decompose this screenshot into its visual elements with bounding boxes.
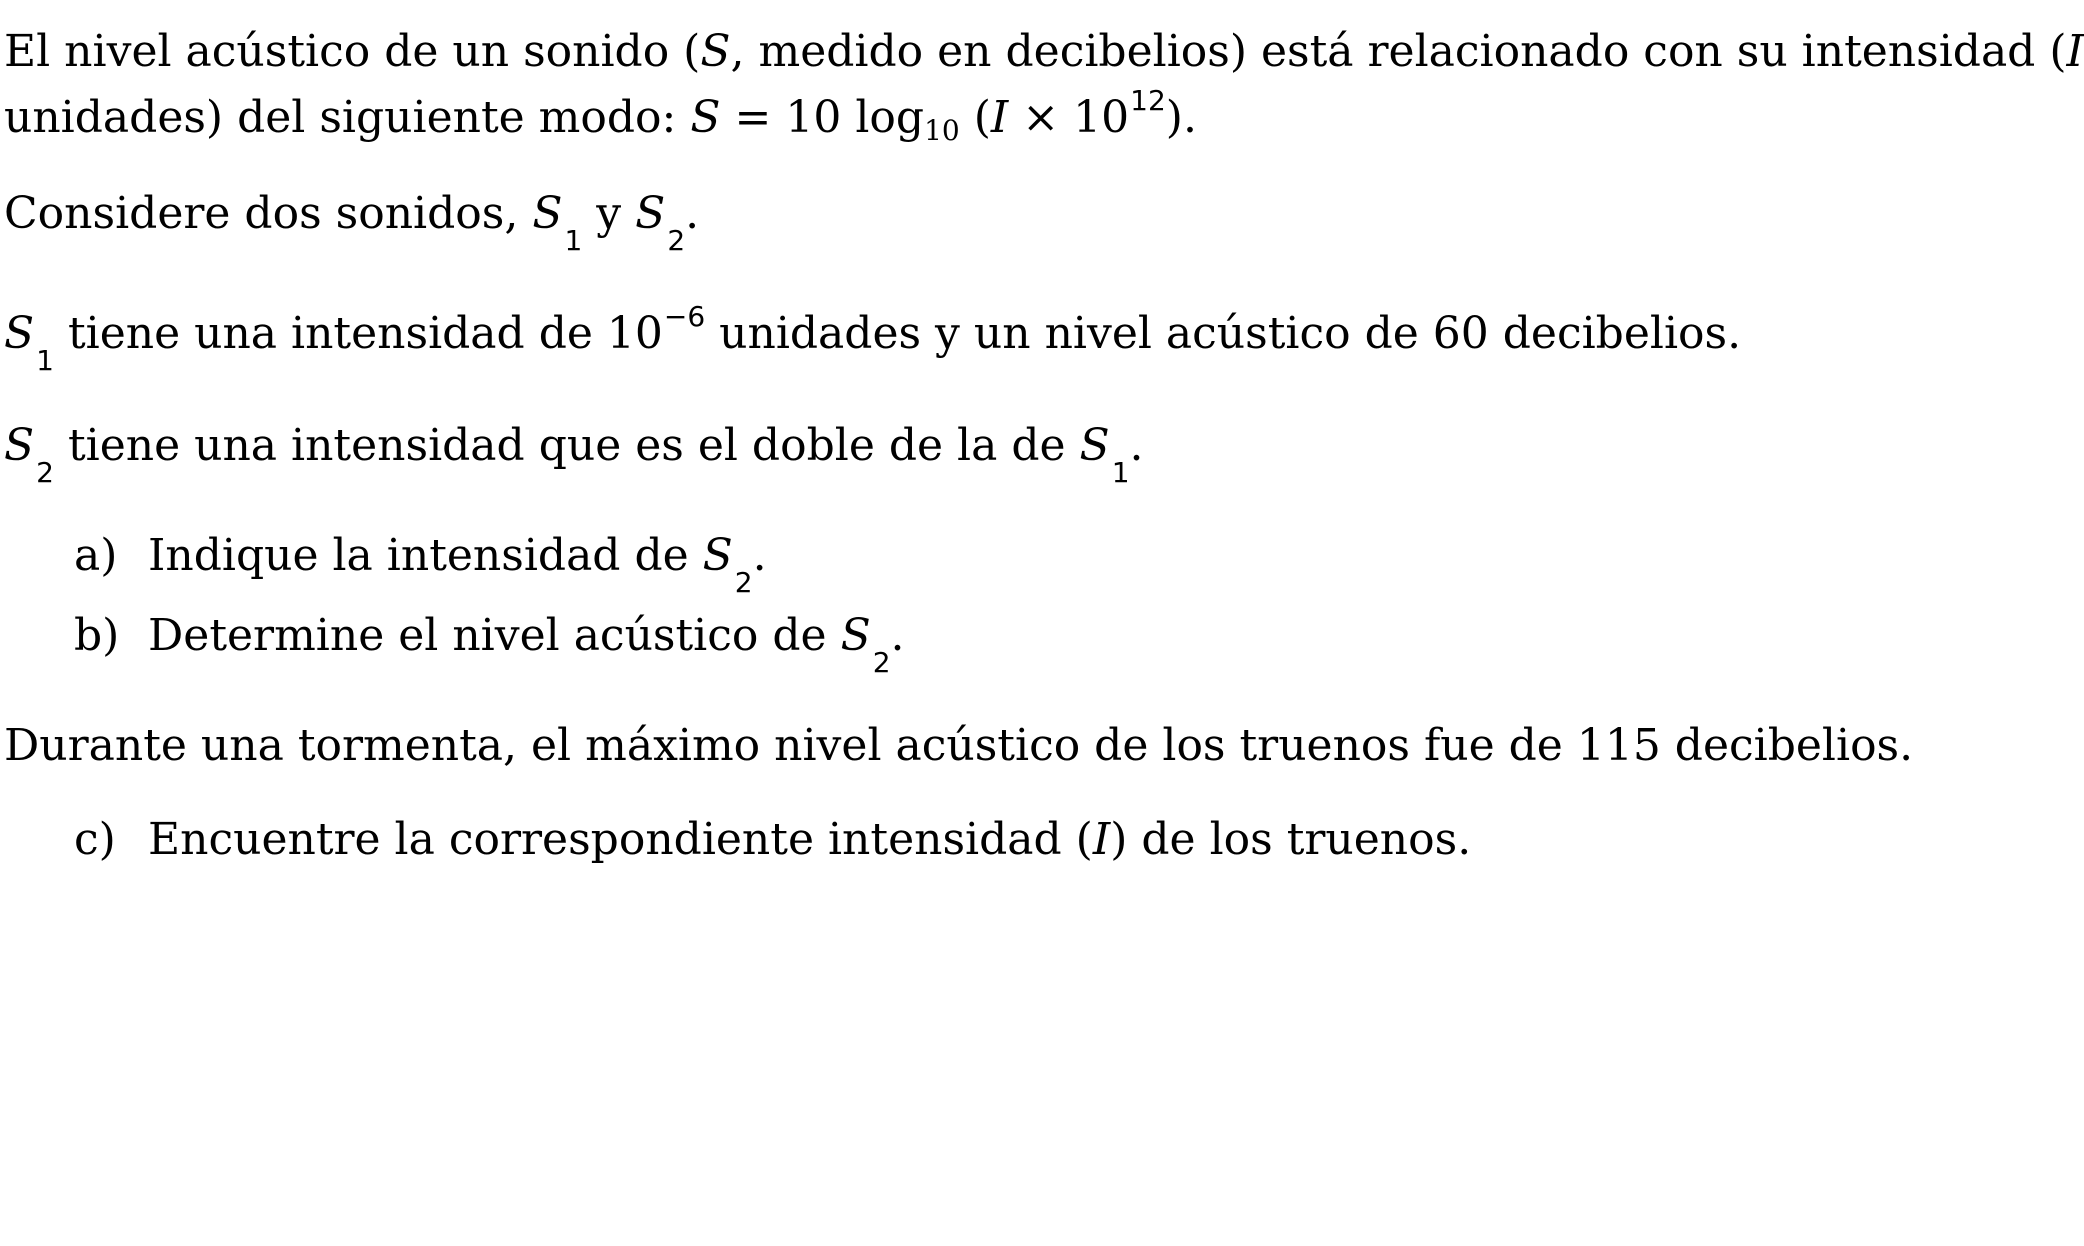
question-b-var: S bbox=[840, 610, 871, 661]
consider-line bbox=[4, 188, 700, 257]
question-b-text: Determine el nivel acústico de bbox=[148, 610, 841, 661]
s2-text: tiene una intensidad que es el doble de la de bbox=[53, 420, 1080, 471]
consider-y: y bbox=[582, 188, 636, 239]
sub-1: 1 bbox=[564, 224, 583, 257]
s1-text-b: unidades y un nivel acústico de 60 decibelios. bbox=[705, 308, 1742, 359]
intro-line-2 bbox=[4, 84, 1197, 147]
question-c-end: ) de los truenos. bbox=[1110, 814, 1472, 865]
formula-close: ). bbox=[1165, 92, 1197, 143]
question-b-sub: 2 bbox=[872, 646, 891, 679]
sub-2: 2 bbox=[667, 224, 686, 257]
s1-exponent: −6 bbox=[663, 300, 706, 333]
question-a-var: S bbox=[702, 530, 733, 581]
s2-ref-sub: 1 bbox=[1111, 456, 1130, 489]
storm-text: Durante una tormenta, el máximo nivel acústico de los truenos fue de 115 decibelios. bbox=[4, 720, 1914, 771]
storm-line bbox=[4, 720, 1914, 771]
s1-var: S bbox=[4, 308, 35, 359]
question-a bbox=[74, 530, 767, 599]
question-c-text: Encuentre la correspondiente intensidad ( bbox=[148, 814, 1093, 865]
intro-text-1b: , medido en decibelios) está relacionado con su intensidad ( bbox=[730, 26, 2067, 77]
question-a-marker: a) bbox=[74, 530, 118, 581]
var-s1: S bbox=[532, 188, 563, 239]
s1-line bbox=[4, 300, 1742, 377]
formula-log-base: 10 bbox=[924, 114, 960, 147]
s2-line bbox=[4, 420, 1144, 489]
formula-var-s: S bbox=[690, 92, 721, 143]
s2-sub: 2 bbox=[36, 456, 54, 489]
var-s: S bbox=[700, 26, 731, 77]
question-a-end: . bbox=[752, 530, 767, 581]
s1-text-a: tiene una intensidad de 10 bbox=[53, 308, 663, 359]
s2-ref-var: S bbox=[1079, 420, 1110, 471]
intro-text-2a: unidades) del siguiente modo: bbox=[4, 92, 691, 143]
intro-line-1 bbox=[4, 26, 2084, 77]
formula-equals: = bbox=[734, 92, 772, 143]
s1-sub: 1 bbox=[36, 344, 54, 377]
formula-log: 10 log bbox=[785, 92, 925, 143]
formula-var-i: I bbox=[990, 92, 1009, 143]
question-b bbox=[74, 610, 905, 679]
consider-text: Considere dos sonidos, bbox=[4, 188, 533, 239]
formula-times: × bbox=[1022, 92, 1060, 143]
s2-var: S bbox=[4, 420, 35, 471]
formula-paren-open: ( bbox=[959, 92, 991, 143]
question-a-sub: 2 bbox=[734, 566, 753, 599]
question-c-var: I bbox=[1092, 814, 1111, 865]
var-s2: S bbox=[635, 188, 666, 239]
intro-text-1a: El nivel acústico de un sonido ( bbox=[4, 26, 701, 77]
consider-end: . bbox=[685, 188, 700, 239]
var-i: I bbox=[2066, 26, 2084, 77]
question-b-marker: b) bbox=[74, 610, 120, 661]
formula-exponent: 12 bbox=[1130, 84, 1166, 117]
question-a-text: Indique la intensidad de bbox=[148, 530, 703, 581]
question-c-marker: c) bbox=[74, 814, 116, 865]
question-b-end: . bbox=[890, 610, 905, 661]
s2-end: . bbox=[1129, 420, 1144, 471]
question-c bbox=[74, 814, 1472, 865]
formula-ten: 10 bbox=[1073, 92, 1130, 143]
